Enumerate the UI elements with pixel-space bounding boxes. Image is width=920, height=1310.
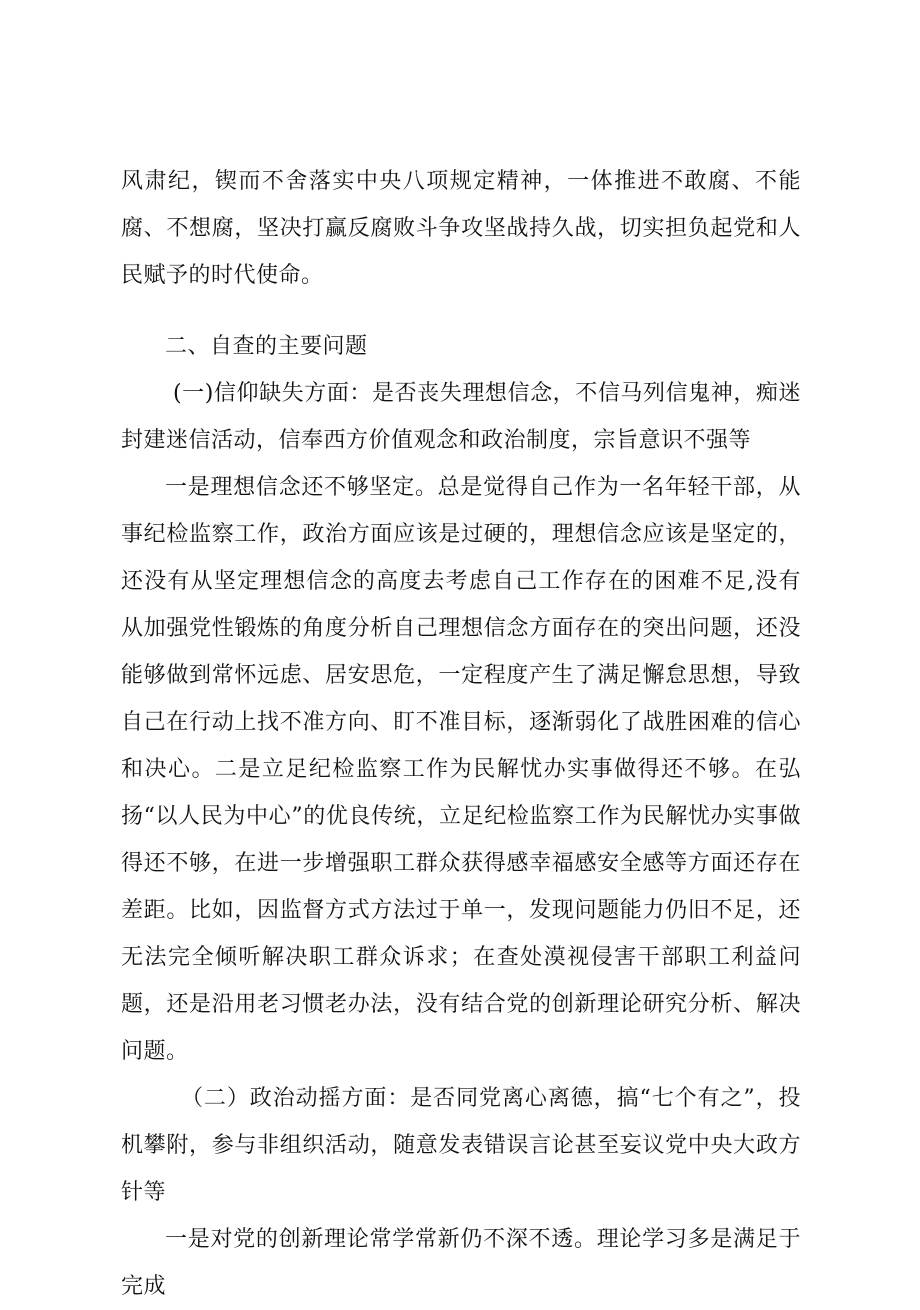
document-body bbox=[121, 158, 801, 1310]
subsection-heading-faith: (一)信仰缺失方面：是否丧失理想信念，不信马列信鬼神，痴迷封建迷信活动，信奉西方价值观念和政治制度，宗旨意识不强等 bbox=[121, 381, 801, 453]
section-heading-self-check-issues: 二、自查的主要问题 bbox=[165, 334, 368, 359]
paragraph-faith-issues: 一是理想信念还不够坚定。总是觉得自己作为一名年轻干部，从事纪检监察工作，政治方面应该是过硬的，理想信念应该是坚定的，还没有从坚定理想信念的高度去考虑自己工作存在的困难不足,没有从加强党性锻炼的角度分析自己理想信念方面存在的突出问题，还没能够做到常怀远虑、居安思危，一定程度产生了满足懈怠思想，导致自己在行动上找不准方向、盯不准目标，逐渐弱化了战胜困难的信心和决心。二是立足纪检监察工作为民解忧办实事做得还不够。在弘扬“以人民为中心”的优良传统，立足纪检监察工作为民解忧办实事做得还不够，在进一步增强职工群众获得感幸福感安全感等方面还存在差距。比如，因监督方式方法过于单一，发现问题能力仍旧不足，还无法完全倾听解决职工群众诉求；在查处漠视侵害干部职工利益问题，还是沿用老习惯老办法，没有结合党的创新理论研究分析、解决问题。 bbox=[121, 475, 801, 1064]
paragraph-political-issues: 一是对党的创新理论常学常新仍不深不透。理论学习多是满足于完成 bbox=[121, 1227, 801, 1299]
paragraph-continued-intro: 风肃纪，锲而不舍落实中央八项规定精神，一体推进不敢腐、不能腐、不想腐，坚决打赢反腐败斗争攻坚战持久战，切实担负起党和人民赋予的时代使命。 bbox=[121, 169, 801, 288]
subsection-heading-political: （二）政治动摇方面：是否同党离心离德，搞“七个有之”，投机攀附，参与非组织活动，随意发表错误言论甚至妄议党中央大政方针等 bbox=[121, 1086, 801, 1205]
